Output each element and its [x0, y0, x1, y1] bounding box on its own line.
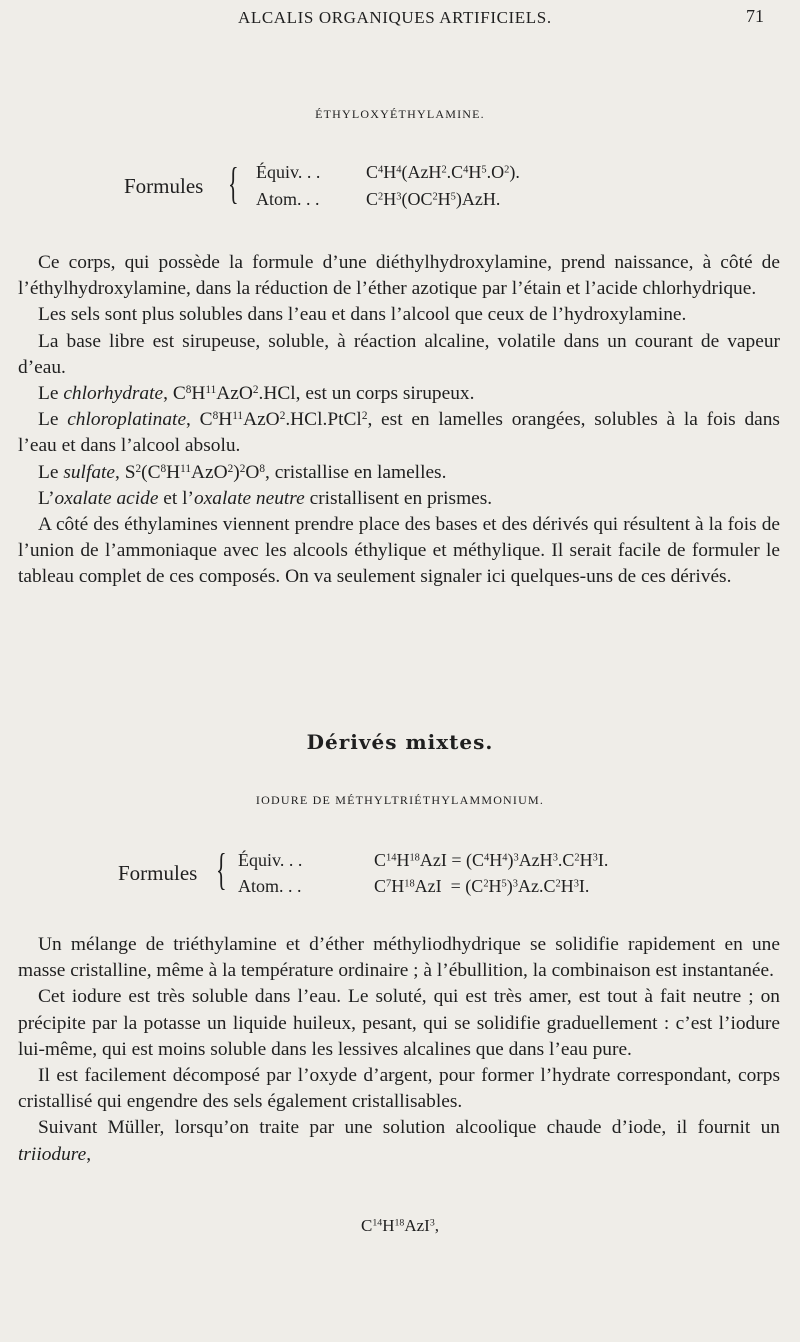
formula-expression: $C^7H^{18}AzI = (C^2H^5)^3Az.C^2H^3I$.	[374, 876, 590, 896]
paragraph: Le sulfate, $S^2(C^8H^{11}AzO^2)^2O^8$, cristallise en lamelles.	[38, 461, 447, 483]
section-title-iodure: IODURE DE MÉTHYLTRIÉTHYLAMMONIUM.	[255, 793, 545, 807]
formulas-block-1	[124, 158, 644, 218]
formula-kind: Atom. . .	[238, 876, 302, 896]
formula-expression: $C^4H^4(AzH^2.C^4H^5.O^2)$.	[366, 162, 520, 182]
formula-kind: Atom. . .	[256, 189, 320, 209]
brace-icon: {	[216, 845, 227, 894]
formula-row-atom	[238, 876, 589, 897]
paragraph: L’oxalate acide et l’oxalate neutre cristallisent en prismes.	[38, 487, 493, 509]
paragraph: Un mélange de triéthylamine et d’éther méthyliodhydrique se solidifie rapidement en une masse cristalline, même à la température ordinaire ; à l’ébullition, la combinaison est instantanée.	[18, 934, 780, 982]
section-title-ethyloxyethylamine: ÉTHYLOXYÉTHYLAMINE.	[315, 107, 485, 121]
paragraph: Ce corps, qui possède la formule d’une diéthylhydroxylamine, prend naissance, à côté de l’éthylhydroxylamine, dans la réduction de l’éther azotique par l’étain et l’acide chlorhydrique.	[18, 252, 780, 300]
section-heading-derives-mixtes: Dérivés mixtes.	[306, 730, 494, 754]
paragraph: Il est facilement décomposé par l’oxyde d’argent, pour former l’hydrate correspondant, corps cristallisé qui engendre des sels également cristallisables.	[18, 1065, 780, 1113]
paragraph: Le chlorhydrate, $C^8H^{11}AzO^2.HCl$, est un corps sirupeux.	[38, 383, 475, 405]
paragraph: Cet iodure est très soluble dans l’eau. Le soluté, qui est très amer, est tout à fait neutre ; on précipite par la potasse un liquide huileux, pesant, qui se solidifie graduellement : c’est l’iodure lui-même, qui est moins soluble dans les lessives alcalines que dans l’eau pure.	[18, 986, 780, 1060]
paragraph: Suivant Müller, lorsqu’on traite par une solution alcoolique chaude d’iode, il fournit un triiodure,	[18, 1117, 780, 1165]
formulas-label: Formules	[124, 174, 204, 198]
running-title: ALCALIS ORGANIQUES ARTIFICIELS.	[238, 8, 552, 27]
formula-kind: Équiv. . .	[238, 850, 303, 870]
formula-kind: Équiv. . .	[256, 162, 321, 182]
brace-icon: {	[228, 159, 239, 208]
formulas-block-2	[118, 842, 678, 902]
formulas-label: Formules	[118, 861, 198, 885]
paragraph: La base libre est sirupeuse, soluble, à réaction alcaline, volatile dans un courant de vapeur d’eau.	[18, 330, 780, 378]
formula-expression: $C^2H^3(OC^2H^5)AzH$.	[366, 189, 501, 209]
formula-row-equiv	[256, 162, 520, 183]
triiodure-formula: $C^{14}H^{18}AzI^3$,	[361, 1216, 439, 1235]
paragraph: A côté des éthylamines viennent prendre place des bases et des dérivés qui résultent à la fois de l’union de l’ammoniaque avec les alcools éthylique et méthylique. Il serait facile de formuler le tableau complet de ces composés. On va seulement signaler ici quelques-uns de ces dérivés.	[18, 514, 780, 588]
body-text-section1	[18, 250, 780, 591]
page-number: 71	[746, 6, 764, 26]
formula-row-atom	[256, 189, 500, 210]
formula-row-equiv	[238, 850, 608, 871]
body-text-section2	[18, 932, 780, 1168]
formula-expression: $C^{14}H^{18}AzI = (C^4H^4)^3AzH^3.C^2H^3I$.	[374, 850, 609, 870]
paragraph: Le chloroplatinate, $C^8H^{11}AzO^2.HCl.PtCl^2$, est en lamelles orangées, solubles à la fois dans l’eau et dans l’alcool absolu.	[18, 409, 780, 457]
paragraph: Les sels sont plus solubles dans l’eau et dans l’alcool que ceux de l’hydroxylamine.	[38, 304, 687, 326]
